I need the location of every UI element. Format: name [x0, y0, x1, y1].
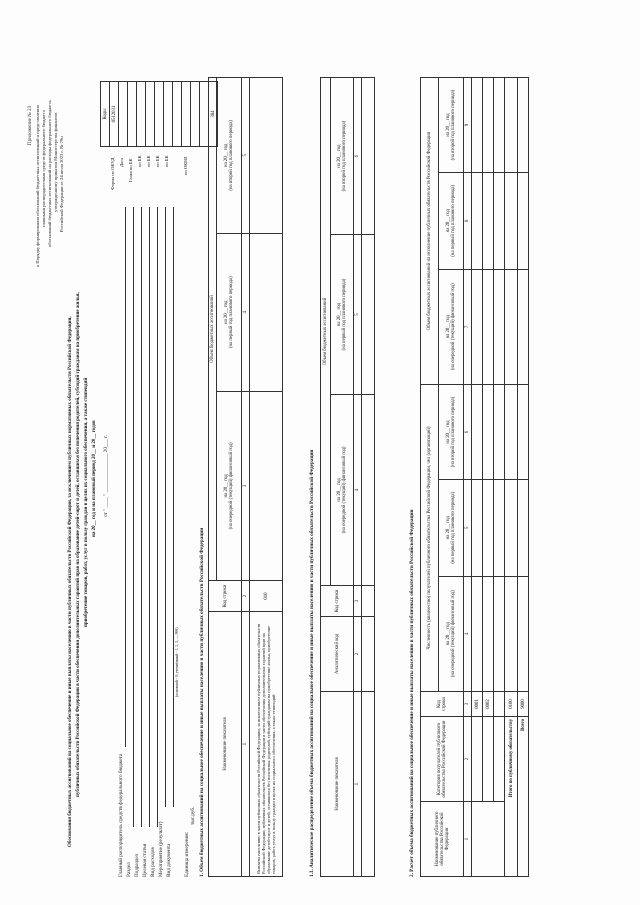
s2-vol-year-first-note: (на первый год планового периода): [451, 184, 456, 257]
s1-volume-head: Объем бюджетных ассигнований: [209, 78, 217, 581]
unit-label: Единица измерения:: [184, 831, 190, 877]
s2-category-head: Категория получателей публичного обязательства Российской Федерации: [421, 717, 464, 802]
okei-code: 384: [209, 82, 218, 147]
s2-num-2: 2: [464, 717, 472, 802]
s2-count-year-first-note: (на первый год планового периода): [451, 491, 456, 564]
section-1-table: [208, 77, 283, 877]
s11-year-current-note: (на очередной (текущий) финансовый год): [342, 446, 347, 534]
code-label-date: Дата: [119, 157, 124, 167]
field-section: Раздел: [126, 862, 132, 877]
section-11-table: [320, 77, 375, 877]
s2-vol-year-first: на 20__ год: [446, 209, 451, 233]
s1-year-second-note: (на второй год планового периода): [229, 120, 234, 191]
s2-count-year-first: на 20__ год: [446, 516, 451, 540]
section-1-title: 1. Объем бюджетных ассигнований на социальное обеспечение и иные выплаты населению в части публичных обязательств Российской Федерации: [199, 527, 205, 877]
s2-num-7: 7: [464, 269, 472, 384]
field-expense-type: Вид расходов: [150, 847, 156, 877]
s1-num-2: 2: [242, 581, 250, 612]
s11-year-first-note: (на первый год планового периода): [342, 278, 347, 351]
s1-num-4: 4: [242, 233, 250, 391]
s2-total-code: 9000: [518, 692, 529, 717]
s1-year-first: на 20__ год: [224, 300, 229, 324]
s2-volume-head: Объем бюджетных ассигнований на исполнение публичных обязательств Российской Федерации: [421, 78, 439, 385]
s2-num-3: 3: [464, 692, 472, 717]
s1-row-text: Выплаты населению в части публичных обязательств Российской Федерации, за исключением публичных нормативных обязательств Российской Федерации, публичных обязательств Российской Федерации в части обеспечения дополнительных гарантий прав на образование детей-сирот и детей, оставшихся без попечения родителей, субсидий гражданам на приобретение жилья, приобретение товаров, работ, услуг в пользу граждан в целях их социального обеспечения, а также стипендий: [250, 612, 283, 877]
s2-count-year-second-note: (на второй год планового периода): [451, 396, 456, 468]
appendix-line-6: Российской Федерации от 24 июля 2023 г. № 79н: [59, 136, 64, 232]
s11-analytic-head: Аналитический код: [321, 617, 354, 692]
s11-code-head: Код строки: [321, 586, 354, 617]
s11-num-1: 1: [354, 692, 362, 877]
s1-year-current-note: (на очередной (текущий) финансовый год): [229, 442, 234, 530]
field-subsection: Подраздел: [134, 853, 140, 877]
code-label-okei: по ОКЕИ: [183, 156, 188, 175]
s1-year-first-note: (на первый год планового периода): [229, 276, 234, 349]
appendix-line-3: главными распорядителями средств федерального бюджета: [41, 110, 46, 227]
s2-vol-year-current: на 20__ год: [446, 315, 451, 339]
s11-num-6: 6: [354, 78, 362, 235]
section-2-title: 2. Расчет объема бюджетных ассигнований на социальное обеспечение и иные выплаты населению в части публичных обязательств Российской Федерации: [409, 509, 415, 877]
field-target-article: Целевая статья: [142, 843, 148, 877]
section-11-title: 1.1. Аналитическое распределение объема бюджетных ассигнований на социальное обеспечение и иные выплаты населению в части публичных обязательств Российской Федерации: [309, 449, 315, 877]
title-line-4: на 20__ год и на плановый период 20__ и 20__ годов: [92, 420, 97, 537]
s2-vol-year-second-note: (на второй год планового периода): [451, 89, 456, 161]
s1-num-3: 3: [242, 391, 250, 580]
s2-count-year-current: на 20__ год: [446, 622, 451, 646]
s2-num-1: 1: [464, 802, 472, 877]
s11-year-current: на 20__ год: [337, 478, 342, 502]
s2-num-5: 5: [464, 480, 472, 577]
s1-year-current: на 20__ год: [224, 474, 229, 498]
s11-year-second: на 20__ год: [337, 144, 342, 168]
s1-num-1: 1: [242, 612, 250, 877]
s1-num-5: 5: [242, 78, 250, 234]
appendix-number: Приложение № 23: [28, 105, 33, 145]
s2-num-6: 6: [464, 385, 472, 480]
s2-vol-year-current-note: (на очередной (текущий) финансовый год): [451, 283, 456, 371]
s2-subtotal-code: 0100: [505, 692, 518, 717]
s11-num-3: 3: [354, 586, 362, 617]
code-label-glava: Глава по БК: [128, 158, 133, 182]
s2-num-4: 4: [464, 576, 472, 691]
s11-volume-head: Объем бюджетных ассигнований: [321, 78, 331, 586]
s11-year-first: на 20__ год: [337, 302, 342, 327]
appendix-line-5: утвержденному приказом Министерства финансов: [53, 112, 58, 212]
section-2-table: [420, 77, 529, 877]
code-label-bk-2: по БК: [146, 155, 151, 167]
codes-head: Коды: [101, 82, 110, 147]
code-label-okud: Форма по ОКУД: [110, 157, 115, 190]
field-doc-type: Вид документа: [166, 843, 172, 877]
rotated-form: [20, 17, 620, 887]
s2-code-head: Код строки: [421, 692, 464, 717]
s2-vol-year-second: на 20__ год: [446, 113, 451, 137]
s1-code-head: Код строки: [209, 581, 242, 612]
codes-table: [100, 81, 218, 147]
appendix-line-2: к Порядку формирования обоснований бюджетных ассигнований и представления: [35, 105, 40, 267]
s2-count-head: Численность (количество) получателей публичного обязательства Российской Федерации, чел (организаций): [421, 385, 439, 692]
s11-num-4: 4: [354, 394, 362, 585]
title-line-2: публичных обязательств Российской Федерации в части обеспечения дополнительных гарантий прав на образование детей-сирот и детей, оставшихся без попечения родителей, субсидий гражданам на приобретение жилья,: [76, 292, 81, 797]
s2-subtotal-label: Итого по публичному обязательству: [505, 717, 518, 877]
appendix-line-4: обоснований бюджетных ассигнований на расходы федерального бюджета,: [47, 99, 52, 247]
unit-value: тыс.руб.: [190, 806, 196, 825]
s2-name-head: Наименование публичного обязательства Российской Федерации: [421, 802, 464, 877]
field-main-manager: Главный распорядитель средств федерального бюджета: [118, 753, 124, 877]
s11-num-5: 5: [354, 235, 362, 395]
s2-count-year-current-note: (на очередной (текущий) финансовый год): [451, 590, 456, 678]
s1-year-second: на 20__ год: [224, 143, 229, 167]
s2-num-9: 9: [464, 78, 472, 173]
s11-num-2: 2: [354, 617, 362, 692]
s1-row-code: 010: [250, 581, 283, 612]
s2-total-label: Всего: [518, 717, 529, 877]
s1-name-head: Наименование показателя: [209, 612, 242, 877]
doc-type-hint: (основной - 0; уточнённый - 1, 2, 3, ..., 999): [175, 627, 179, 697]
s11-name-head: Наименование показателя: [321, 692, 354, 877]
s11-year-second-note: (на второй год планового периода): [342, 120, 347, 192]
code-label-bk-1: по БК: [137, 155, 142, 167]
s2-count-year-second: на 20__ год: [446, 420, 451, 444]
okud-code: 0512031: [110, 82, 119, 147]
date-line: от " ____ " _______________ 20___ г.: [103, 435, 109, 517]
s2-num-8: 8: [464, 173, 472, 270]
code-label-bk-3: по БК: [155, 155, 160, 167]
field-measure: Мероприятие (результат): [158, 821, 164, 877]
code-label-bk-4: по БК: [164, 155, 169, 167]
s2-row-code-2: 0002: [483, 692, 494, 717]
title-line-3: приобретение товаров, работ, услуг в пользу граждан в целях их социального обеспечения, а также стипендий: [84, 377, 89, 627]
title-line-1: Обоснования бюджетных ассигнований на социальное обеспечение и иные выплаты населению в части публичных обязательств Российской Федерации, за исключением публичных нормативных обязательств Российской Федерации,: [68, 316, 73, 847]
s2-row-code-1: 0001: [472, 692, 483, 717]
